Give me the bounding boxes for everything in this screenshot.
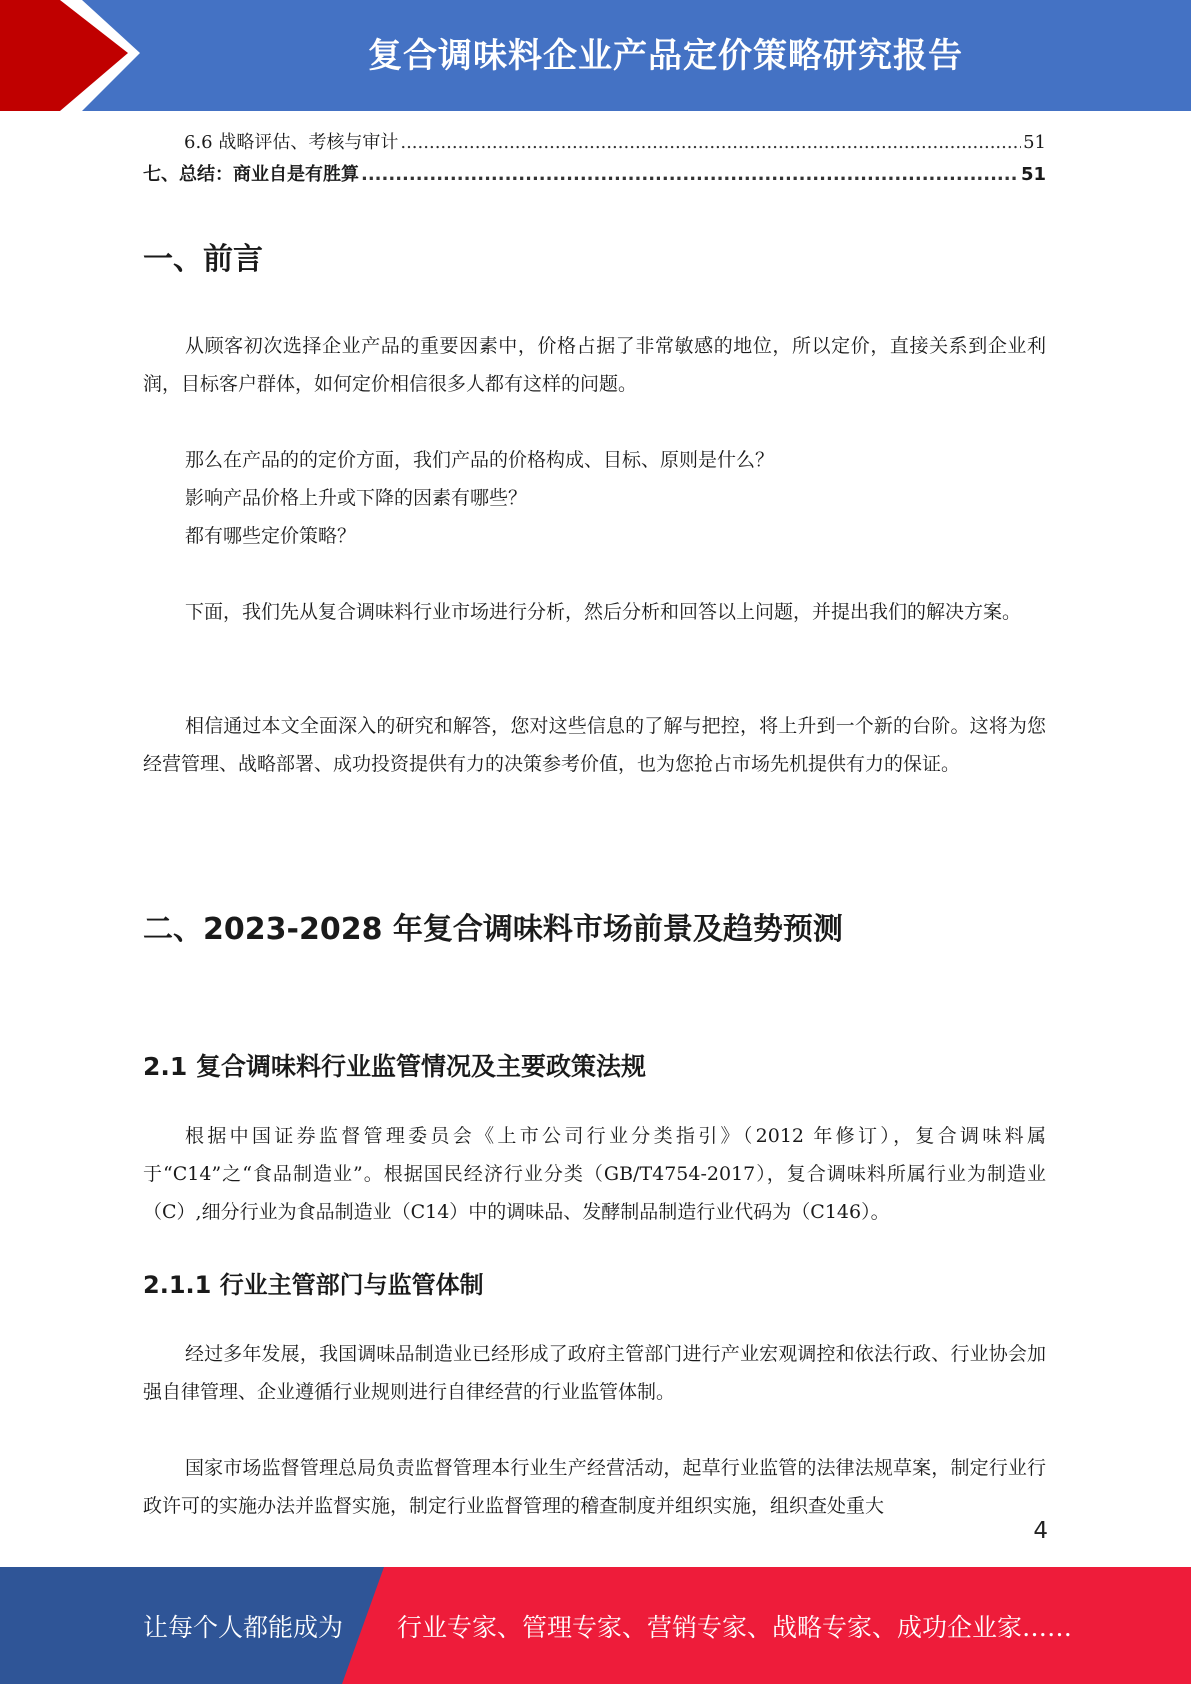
header-arrow-decoration <box>0 0 160 111</box>
toc-leader-dots <box>400 132 1021 153</box>
table-of-contents <box>143 128 1046 192</box>
preface-questions <box>143 441 1046 555</box>
preface-paragraph: 相信通过本文全面深入的研究和解答，您对这些信息的了解与把控，将上升到一个新的台阶。这将为您经营管理、战略部署、成功投资提供有力的决策参考价值，也为您抢占市场先机提供有力的保证。 <box>143 715 1046 775</box>
subsection-heading-regulation: 2.1 复合调味料行业监管情况及主要政策法规 <box>143 1052 646 1081</box>
footer-slogan-left: 让每个人都能成为 <box>143 1612 344 1642</box>
report-title: 复合调味料企业产品定价策略研究报告 <box>368 35 963 76</box>
toc-entry-page: 51 <box>1023 132 1046 153</box>
toc-entry[interactable] <box>143 160 1046 192</box>
page-header <box>0 0 1191 111</box>
toc-entry-label: 6.6 战略评估、考核与审计 <box>184 132 399 153</box>
regulation-paragraph: 根据中国证券监督管理委员会《上市公司行业分类指引》（2012 年修订），复合调味料属于“C14”之“食品制造业”。根据国民经济行业分类（GB/T4754-2017），复合调味料所属行业为制造业（C）,细分行业为食品制造业（C14）中的调味品、发酵制品制造行业代码为（C146）。 <box>143 1125 1046 1223</box>
preface-paragraph: 下面，我们先从复合调味料行业市场进行分析，然后分析和回答以上问题，并提出我们的解决方案。 <box>185 601 1022 623</box>
question-line: 影响产品价格上升或下降的因素有哪些？ <box>185 487 528 509</box>
toc-entry-page: 51 <box>1020 164 1046 185</box>
page-footer <box>0 1567 1191 1684</box>
authority-paragraph: 国家市场监督管理总局负责监督管理本行业生产经营活动，起草行业监管的法律法规草案，制定行业行政许可的实施办法并监督实施，制定行业监督管理的稽查制度并组织实施，组织查处重大 <box>143 1457 1046 1517</box>
page-number: 4 <box>1033 1518 1048 1544</box>
subsection-heading-authority: 2.1.1 行业主管部门与监管体制 <box>143 1271 484 1299</box>
toc-leader-dots <box>361 164 1019 185</box>
preface-paragraph: 从顾客初次选择企业产品的重要因素中，价格占据了非常敏感的地位，所以定价，直接关系到企业利润，目标客户群体，如何定价相信很多人都有这样的问题。 <box>143 335 1046 395</box>
authority-paragraph: 经过多年发展，我国调味品制造业已经形成了政府主管部门进行产业宏观调控和依法行政、行业协会加强自律管理、企业遵循行业规则进行自律经营的行业监管体制。 <box>143 1343 1046 1403</box>
question-line: 那么在产品的的定价方面，我们产品的价格构成、目标、原则是什么？ <box>185 449 775 471</box>
question-line: 都有哪些定价策略？ <box>185 525 357 547</box>
toc-entry[interactable] <box>143 128 1046 160</box>
section-heading-market-forecast: 二、2023-2028 年复合调味料市场前景及趋势预测 <box>143 912 843 947</box>
section-heading-preface: 一、前言 <box>143 242 263 277</box>
toc-entry-label: 七、总结：商业自是有胜算 <box>143 164 359 185</box>
footer-slogan-right: 行业专家、管理专家、营销专家、战略专家、成功企业家…… <box>397 1612 1073 1642</box>
